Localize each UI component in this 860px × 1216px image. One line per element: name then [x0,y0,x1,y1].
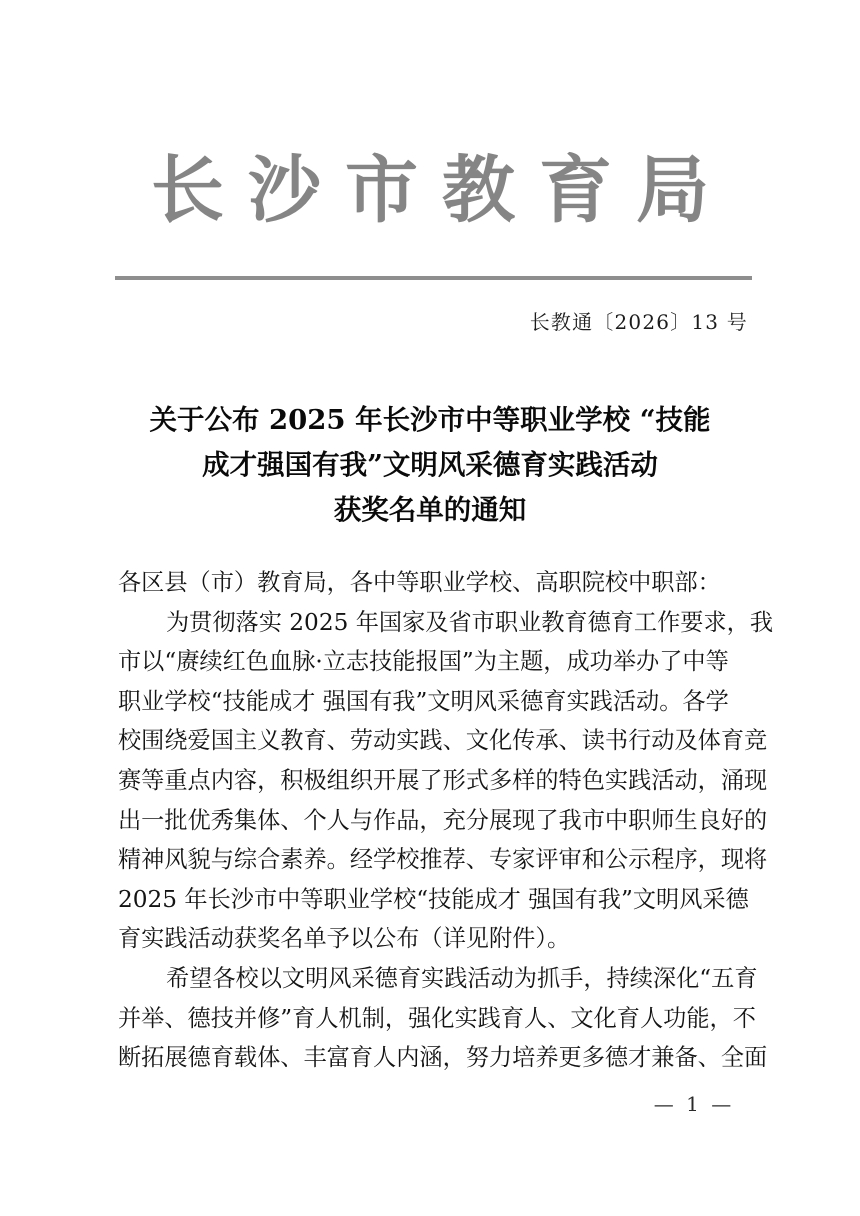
body-line-13: 断拓展德育载体、丰富育人内涵，努力培养更多德才兼备、全面 [118,1044,768,1072]
masthead-divider-rule [115,276,752,280]
body-line-5: 校围绕爱国主义教育、劳动实践、文化传承、读书行动及体育竞 [118,727,768,755]
body-line-10: 育实践活动获奖名单予以公布（详见附件）。 [118,925,571,953]
body-line-9: 2025 年长沙市中等职业学校“技能成才 强国有我”文明风采德 [118,885,749,913]
body-line-3: 市以“赓续红色血脉·立志技能报国”为主题，成功举办了中等 [118,648,729,676]
title-line-2: 成才强国有我”文明风采德育实践活动 [202,449,658,481]
body-line-1: 各区县（市）教育局，各中等职业学校、高职院校中职部： [118,569,721,596]
body-line-2: 为贯彻落实 2025 年国家及省市职业教育德育工作要求，我 [166,608,774,636]
page-number-footer [0,1092,860,1116]
body-line-12: 并举、德技并修”育人机制，强化实践育人、文化育人功能，不 [118,1004,756,1032]
title-line-1: 关于公布 2025 年长沙市中等职业学校 “技能 [149,404,711,436]
body-line-6: 赛等重点内容，积极组织开展了形式多样的特色实践活动，涌现 [118,766,768,794]
document-title [108,398,752,533]
body-line-11: 希望各校以文明风采德育实践活动为抓手，持续深化“五育 [166,964,758,992]
title-line-3: 获奖名单的通知 [333,494,527,526]
document-number: 长教通〔2026〕13 号 [529,310,748,334]
issuing-authority-title: 长沙市教育局 [151,147,733,233]
page-number-value: — 1 — [653,1092,735,1116]
body-line-7: 出一批优秀集体、个人与作品，充分展现了我市中职师生良好的 [118,806,768,834]
body-line-4: 职业学校“技能成才 强国有我”文明风采德育实践活动。各学 [118,687,729,715]
masthead [0,147,860,233]
document-body [118,563,774,1078]
body-line-8: 精神风貌与综合素养。经学校推荐、专家评审和公示程序，现将 [118,846,768,874]
